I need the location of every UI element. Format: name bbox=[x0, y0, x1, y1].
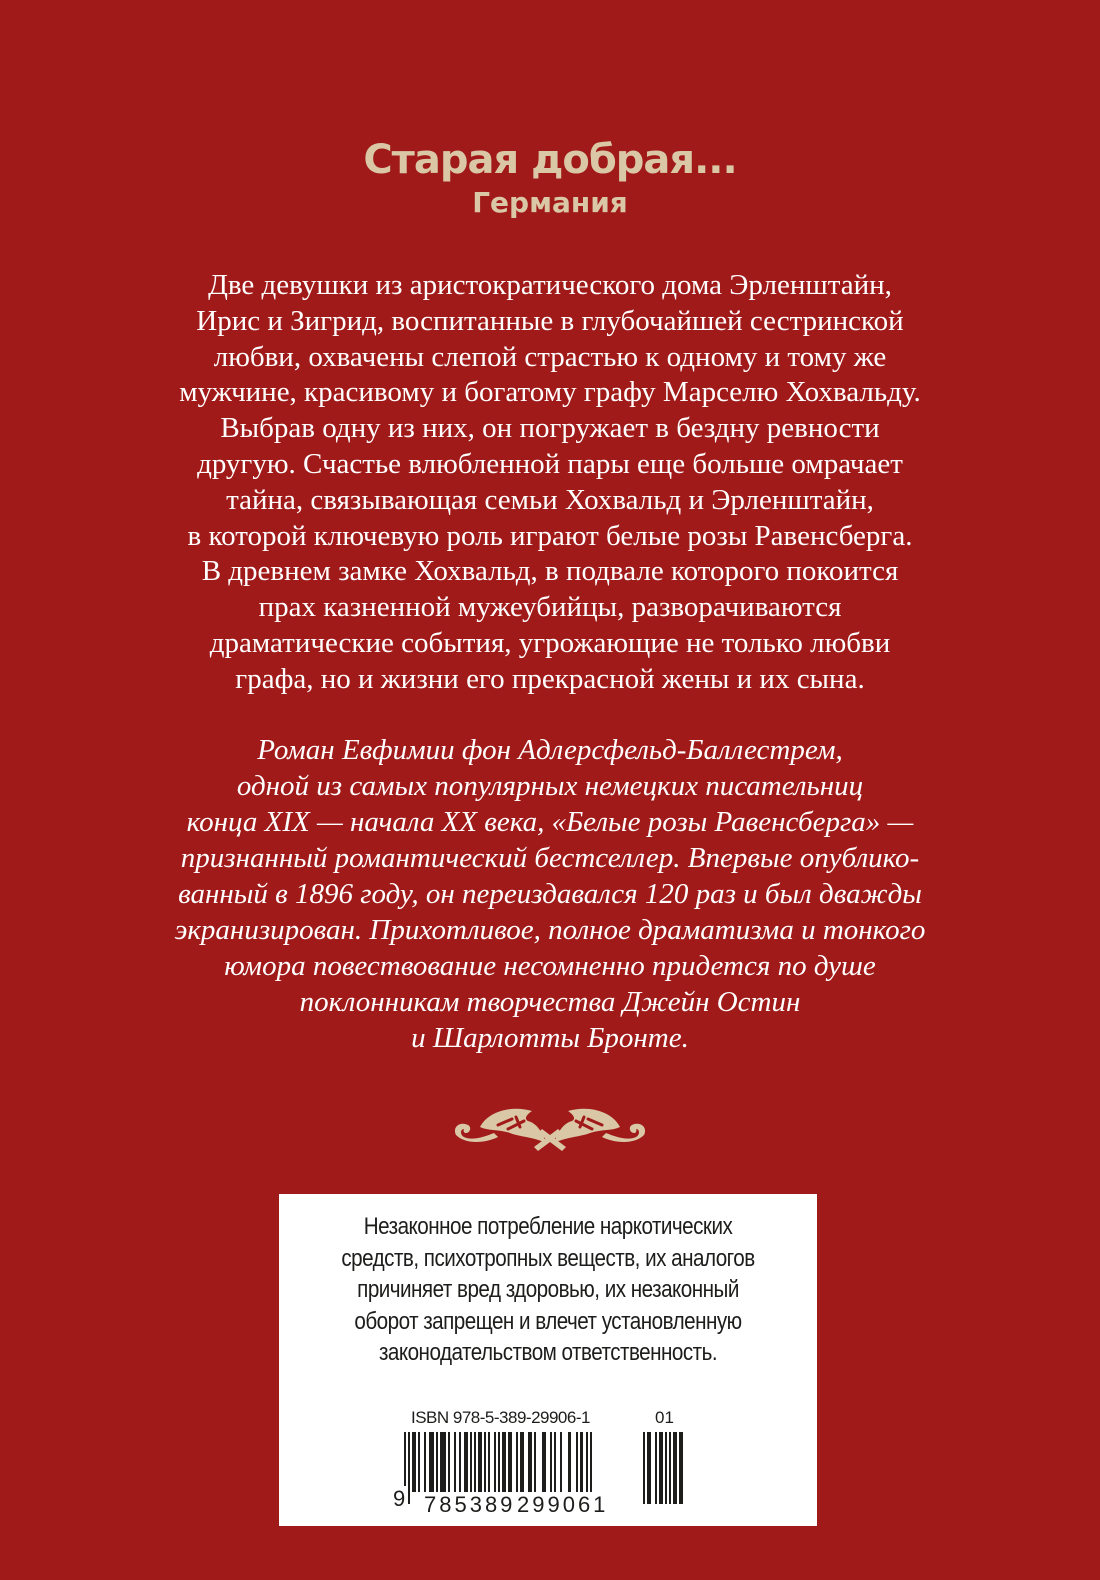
synopsis-line: Ирис и Зигрид, воспитанные в глубочайшей сестринской bbox=[196, 304, 904, 337]
synopsis-line: графа, но и жизни его прекрасной жены и их сына. bbox=[235, 662, 865, 695]
synopsis-line: любви, охвачены слепой страстью к одному и тому же bbox=[213, 340, 887, 373]
barcode-digit-first: 9 bbox=[393, 1486, 409, 1511]
synopsis-line: драматические события, угрожающие не только любви bbox=[209, 626, 891, 659]
synopsis-line: тайна, связывающая семьи Хохвальд и Эрленштайн, bbox=[226, 483, 874, 516]
series-title bbox=[0, 135, 1100, 221]
synopsis-paragraph bbox=[100, 268, 1000, 698]
synopsis-line: в которой ключевую роль играют белые розы Равенсберга. bbox=[187, 519, 913, 552]
synopsis-line: В древнем замке Хохвальд, в подвале которого покоится bbox=[201, 555, 899, 588]
addon-label: 01 bbox=[655, 1408, 674, 1427]
barcode-digits-left: 785389 bbox=[424, 1492, 516, 1517]
drug-warning-text bbox=[317, 1211, 780, 1369]
warning-line: Незаконное потребление наркотических bbox=[363, 1213, 733, 1240]
isbn-label: ISBN 978-5-389-29906-1 bbox=[411, 1408, 590, 1427]
warning-line: причиняет вред здоровью, их незаконный bbox=[357, 1276, 739, 1303]
warning-line: средств, психотропных веществ, их аналогов bbox=[341, 1244, 755, 1272]
series-title-line2: Германия bbox=[472, 186, 628, 219]
about-line: конца XIX — начала XX века, «Белые розы Равенсберга» — bbox=[186, 806, 914, 838]
about-line: ванный в 1896 году, он переиздавался 120 раз и был дважды bbox=[178, 878, 922, 910]
synopsis-line: другую. Счастье влюбленной пары еще больше омрачает bbox=[197, 447, 903, 480]
synopsis-line: прах казненной мужеубийцы, разворачиваются bbox=[258, 591, 842, 624]
addon-barcode-icon bbox=[643, 1432, 687, 1504]
about-line: признанный романтический бестселлер. Впервые опублико- bbox=[180, 842, 920, 874]
warning-line: оборот запрещен и влечет установленную bbox=[354, 1307, 742, 1335]
synopsis-line: Выбрав одну из них, он погружает в бездну ревности bbox=[220, 412, 880, 445]
about-line: и Шарлотты Бронте. bbox=[411, 1022, 689, 1054]
about-line: поклонникам творчества Джейн Остин bbox=[299, 986, 801, 1018]
synopsis-line: Две девушки из аристократического дома Эрленштайн, bbox=[208, 269, 892, 301]
about-line: юмора повествование несомненно придется по душе bbox=[224, 950, 876, 982]
legal-info-box bbox=[279, 1194, 817, 1526]
synopsis-line: мужчине, красивому и богатому графу Марселю Хохвальду. bbox=[179, 376, 921, 409]
barcode-digits-right: 299061 bbox=[517, 1492, 609, 1517]
about-line: Роман Евфимии фон Адлерсфельд-Баллестрем, bbox=[257, 734, 843, 766]
about-line: экранизирован. Прихотливое, полное драматизма и тонкого bbox=[174, 914, 926, 946]
leaf-flourish-icon bbox=[450, 1097, 650, 1152]
series-title-line1: Старая добрая... bbox=[363, 137, 737, 183]
about-paragraph bbox=[100, 732, 1000, 1056]
warning-line: законодательством ответственность. bbox=[378, 1339, 718, 1366]
about-line: одной из самых популярных немецких писательниц bbox=[236, 770, 864, 802]
